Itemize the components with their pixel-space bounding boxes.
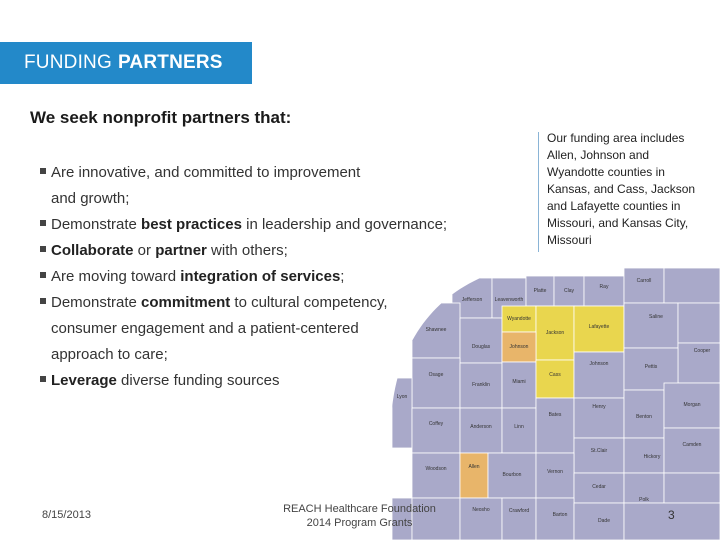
list-item: Collaborate or partner with others; [30, 238, 510, 264]
map-label-neosho: Neosho [472, 507, 490, 513]
section-banner [0, 42, 252, 84]
footer-line-1: REACH Healthcare Foundation [283, 503, 436, 515]
footer-date: 8/15/2013 [42, 509, 91, 521]
map-label-shawnee: Shawnee [425, 327, 447, 333]
map-label-bates: Bates [548, 412, 562, 418]
bullet-square-icon [40, 220, 46, 226]
county-osage [412, 358, 460, 408]
map-label-linn: Linn [514, 424, 524, 430]
county-stclair [574, 438, 624, 473]
map-label-bourbon: Bourbon [502, 472, 522, 478]
list-item: Demonstrate best practices in leadership and governance; [30, 212, 510, 238]
page-heading: We seek nonprofit partners that: [30, 108, 292, 127]
map-label-cass: Cass [549, 372, 561, 378]
footer-line-2: 2014 Program Grants [306, 517, 413, 529]
footer-title [282, 502, 437, 530]
map-label-vernon: Vernon [547, 469, 563, 475]
map-label-wyandotte: Wyandotte [507, 316, 531, 322]
map-label-johnson-mo: Johnson [589, 361, 609, 367]
list-item-continuation: approach to care; [51, 346, 168, 363]
map-label-allen: Allen [468, 464, 480, 470]
county-ray [584, 276, 624, 306]
map-label-johnson-ks: Johnson [509, 344, 529, 350]
county-cass [536, 360, 574, 398]
map-label-coffey: Coffey [428, 421, 444, 427]
map-label-lyon: Lyon [396, 394, 408, 400]
county-miami [502, 362, 536, 408]
county-crawford [502, 498, 536, 540]
county-barton [536, 498, 574, 540]
county-woodson [412, 453, 460, 498]
map-label-franklin: Franklin [472, 382, 490, 388]
map-label-osage: Osage [428, 372, 444, 378]
map-label-henry: Henry [592, 404, 606, 410]
map-label-cooper: Cooper [693, 348, 711, 354]
map-label-camden: Camden [682, 442, 702, 448]
bullet-square-icon [40, 298, 46, 304]
list-item: Are innovative, and committed to improvement [30, 160, 510, 186]
map-label-hickory: Hickory [643, 454, 661, 460]
county-camden [664, 428, 720, 473]
map-label-benton: Benton [636, 414, 652, 420]
map-label-jackson: Jackson [545, 330, 565, 336]
callout-divider [538, 132, 539, 252]
map-label-jefferson: Jefferson [461, 297, 483, 303]
map-label-dade: Dade [598, 518, 610, 524]
county-douglas [460, 318, 502, 363]
map-label-barton: Barton [552, 512, 568, 518]
county-bates [536, 398, 574, 453]
map-label-anderson: Anderson [470, 424, 492, 430]
county-dallas [664, 473, 720, 503]
map-label-saline: Saline [649, 314, 663, 320]
list-item: Are moving toward integration of services; [30, 264, 510, 290]
county-linn [502, 408, 536, 453]
county-howard [678, 303, 720, 343]
map-label-stclair: St.Clair [590, 448, 608, 454]
bullet-square-icon [40, 246, 46, 252]
county-neosho [460, 498, 502, 540]
map-label-crawford: Crawford [508, 508, 530, 514]
map-label-carroll: Carroll [636, 278, 652, 284]
county-saline [624, 303, 678, 348]
map-label-leavenworth: Leavenworth [494, 297, 524, 303]
map-label-polk: Polk [639, 497, 649, 503]
bullet-square-icon [40, 272, 46, 278]
county-chariton [664, 268, 720, 303]
map-label-clay: Clay [563, 288, 575, 294]
map-label-cedar: Cedar [592, 484, 606, 490]
map-label-pettis: Pettis [644, 364, 658, 370]
list-item: Leverage diverse funding sources [30, 368, 510, 394]
list-item-continuation: and growth; [51, 190, 130, 207]
county-lyon [392, 378, 412, 448]
bullet-square-icon [40, 168, 46, 174]
county-carroll [624, 268, 664, 303]
list-item: Demonstrate commitment to cultural competency, [30, 290, 510, 316]
county-anderson [460, 408, 502, 453]
county-johnson-mo [574, 352, 624, 398]
map-label-lafayette: Lafayette [588, 324, 610, 330]
county-allen [460, 453, 488, 498]
list-item-continuation: consumer engagement and a patient-centered [51, 320, 359, 337]
page-number: 3 [668, 508, 675, 522]
funding-area-callout: Our funding area includes Allen, Johnson and Wyandotte counties in Kansas, and Cass, Jackson and Lafayette counties in Missouri, and Kansas City, Missouri [547, 131, 696, 247]
banner-word-partners: PARTNERS [117, 52, 223, 73]
map-label-miami: Miami [512, 379, 526, 385]
map-label-douglas: Douglas [471, 344, 491, 350]
county-vernon [536, 453, 574, 498]
map-label-morgan: Morgan [683, 402, 701, 408]
bullet-square-icon [40, 376, 46, 382]
map-label-woodson: Woodson [425, 466, 447, 472]
map-label-platte: Platte [533, 288, 547, 294]
banner-word-funding: FUNDING [24, 52, 112, 73]
map-label-ray: Ray [599, 284, 609, 290]
county-coffey [412, 408, 460, 453]
funding-area-map [392, 258, 720, 540]
